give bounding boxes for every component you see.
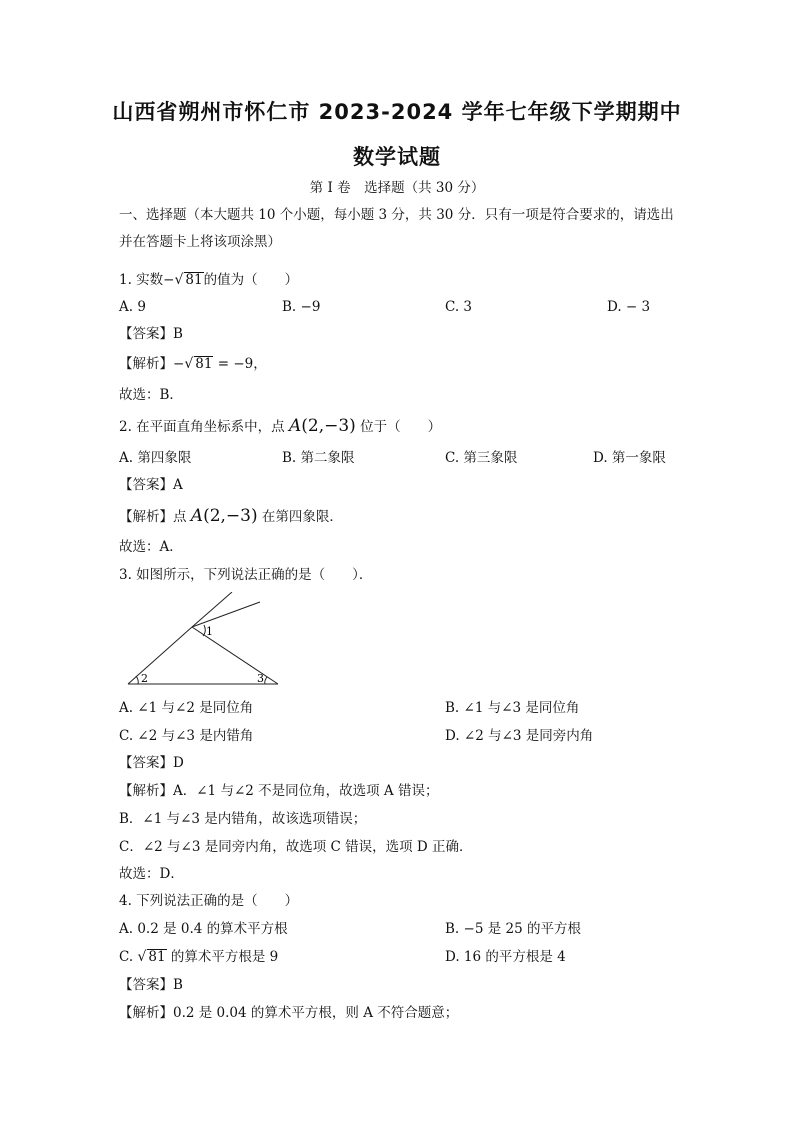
q2-option-a: A. 第四象限 (119, 450, 192, 466)
q2-option-d: D. 第一象限 (593, 450, 666, 466)
q1-option-d: D. − 3 (607, 299, 651, 315)
angle-figure (118, 592, 288, 690)
q4-stem: 4. 下列说法正确的是（ ） (119, 893, 299, 909)
figure-upper-ray (192, 592, 232, 627)
doc-title-line2: 数学试题 (353, 145, 441, 169)
q3-option-c: C. ∠2 与∠3 是内错角 (119, 728, 254, 744)
q3-stem: 3. 如图所示，下列说法正确的是（ ）． (119, 567, 373, 583)
q2-analysis: 【解析】点 A(2,−3) 在第四象限． (119, 506, 343, 526)
q1-answer: 【答案】B (119, 326, 183, 342)
angle1-label: 1 (206, 625, 213, 638)
q3-analysis-line2: B．∠1 与∠3 是内错角，故该选项错误； (119, 811, 367, 827)
q1-option-b: B. −9 (282, 299, 321, 315)
q4-option-d: D. 16 的平方根是 4 (445, 949, 566, 965)
sqrt-symbol: √ (137, 949, 147, 965)
q1-option-c: C. 3 (445, 299, 473, 315)
q1-option-a: A. 9 (119, 299, 146, 315)
q1-conclusion: 故选：B． (119, 387, 183, 403)
section-heading: 第 I 卷 选择题（共 30 分） (309, 180, 485, 196)
q3-answer: 【答案】D (119, 755, 184, 771)
q1-analysis: 【解析】−√ 81 = −9， (119, 356, 267, 372)
figure-right-side (192, 627, 278, 684)
q2-stem: 2. 在平面直角坐标系中，点 A(2,−3) 位于（ ） (119, 416, 442, 436)
q2-option-c: C. 第三象限 (445, 450, 518, 466)
q1-stem: 1. 实数−√ 81的值为（ ） (119, 272, 299, 288)
neg-sign: − (163, 272, 175, 288)
q3-option-b: B. ∠1 与∠3 是同位角 (445, 700, 580, 716)
q2-answer: 【答案】A (119, 477, 183, 493)
q3-conclusion: 故选：D． (119, 866, 184, 882)
q4-analysis: 【解析】0.2 是 0.04 的算术平方根，则 A 不符合题意； (119, 1005, 459, 1021)
sqrt-symbol: √ (184, 356, 194, 372)
q4-option-a: A. 0.2 是 0.4 的算术平方根 (119, 921, 288, 937)
q3-analysis-line1: 【解析】A．∠1 与∠2 不是同位角，故选项 A 错误； (119, 783, 439, 799)
figure-left-side (128, 627, 192, 684)
angle3-arc (265, 677, 267, 684)
instructions-line1: 一、选择题（本大题共 10 个小题，每小题 3 分，共 30 分．只有一项是符合要求的，请选出 (119, 207, 674, 223)
instructions-line2: 并在答题卡上将该项涂黑） (119, 234, 281, 250)
doc-title-line1: 山西省朔州市怀仁市 2023-2024 学年七年级下学期期中 (112, 100, 682, 124)
figure-second-ray (192, 602, 260, 627)
q4-option-b: B. −5 是 25 的平方根 (445, 921, 581, 937)
q4-option-c: C. √ 81 的算术平方根是 9 (119, 949, 279, 965)
q2-conclusion: 故选：A． (119, 539, 183, 555)
q2-option-b: B. 第二象限 (282, 450, 355, 466)
q3-option-d: D. ∠2 与∠3 是同旁内角 (445, 728, 594, 744)
angle3-label: 3 (257, 672, 264, 685)
q3-option-a: A. ∠1 与∠2 是同位角 (119, 700, 254, 716)
radicand: 81 (185, 272, 203, 288)
angle2-label: 2 (141, 672, 148, 685)
q4-answer: 【答案】B (119, 977, 183, 993)
sqrt-symbol: √ (174, 272, 184, 288)
angle2-arc (136, 676, 138, 684)
q3-analysis-line3: C．∠2 与∠3 是同旁内角，故选项 C 错误，选项 D 正确． (119, 839, 473, 855)
